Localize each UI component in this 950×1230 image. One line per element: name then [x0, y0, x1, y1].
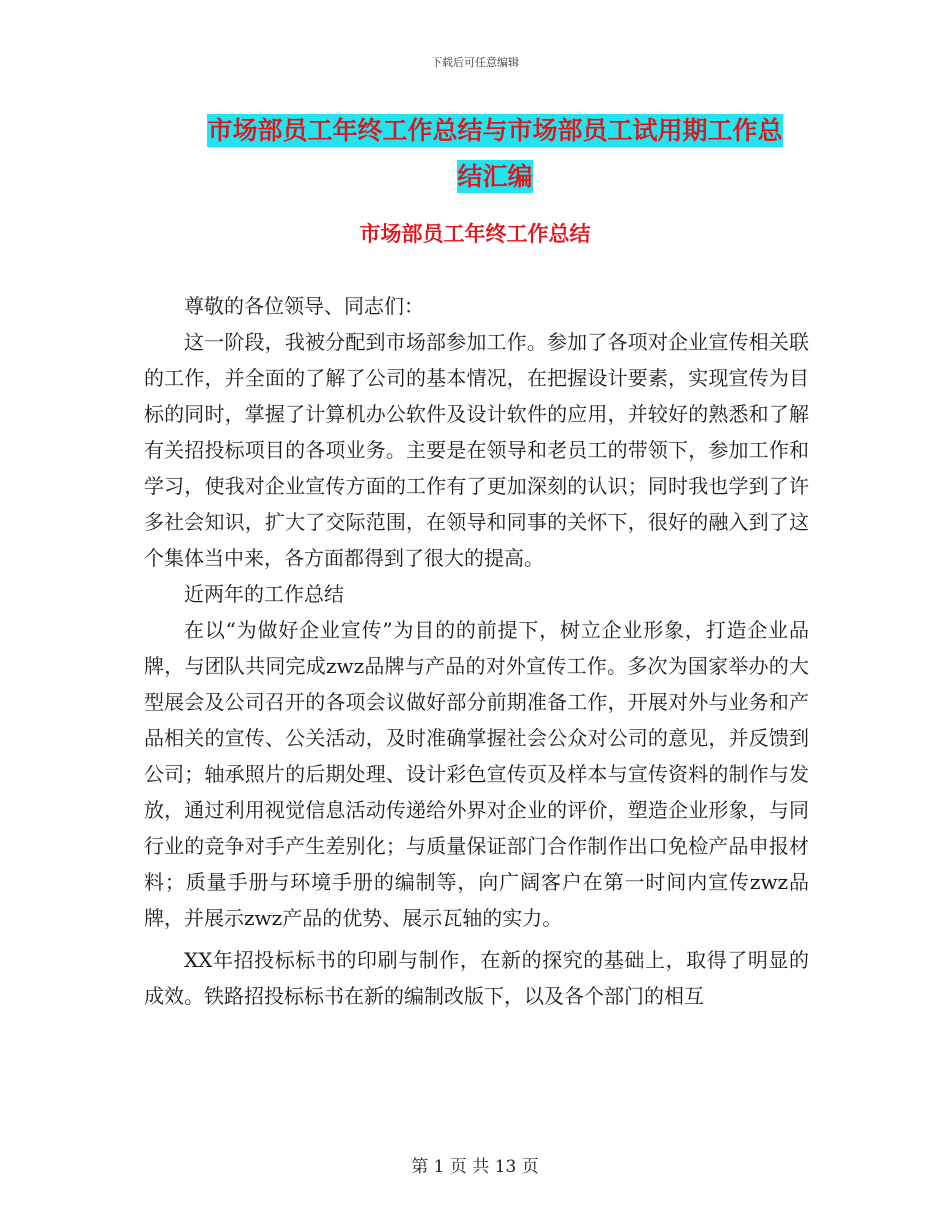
paragraph-salutation: 尊敬的各位领导、同志们： [184, 294, 424, 318]
page-number: 第 1 页 共 13 页 [411, 1157, 539, 1177]
paragraph: 这一阶段，我被分配到市场部参加工作。参加了各项对企业宣传相关联的工作，并全面的了解了公司的基本情况，在把握设计要素，实现宣传为目标的同时，掌握了计算机办公软件及设计软件的应用，并较好的熟悉和了解有关招投标项目的各项业务。主要是在领导和老员工的带领下，参加工作和学习，使我对企业宣传方面的工作有了更加深刻的认识；同时我也学到了许多社会知识，扩大了交际范围，在领导和同事的关怀下，很好的融入到了这个集体当中来，各方面都得到了很大的提高。 [144, 330, 809, 570]
title-line-2: 结汇编 [457, 162, 533, 191]
title-line-1: 市场部员工年终工作总结与市场部员工试用期工作总 [207, 116, 783, 145]
section-title: 市场部员工年终工作总结 [359, 222, 591, 246]
paragraph: 在以“为做好企业宣传”为目的的前提下，树立企业形象，打造企业品牌，与团队共同完成zwz品牌与产品的对外宣传工作。多次为国家举办的大型展会及公司召开的各项会议做好部分前期准备工作，开展对外与业务和产品相关的宣传、公关活动，及时准确掌握社会公众对公司的意见，并反馈到公司；轴承照片的后期处理、设计彩色宣传页及样本与宣传资料的制作与发放，通过利用视觉信息活动传递给外界对企业的评价，塑造企业形象，与同行业的竞争对手产生差别化；与质量保证部门合作制作出口免检产品申报材料；质量手册与环境手册的编制等，向广阔客户在第一时间内宣传zwz品牌，并展示zwz产品的优势、展示瓦轴的实力。 [144, 618, 809, 930]
paragraph: XX年招投标标书的印刷与制作，在新的探究的基础上，取得了明显的成效。铁路招投标标书在新的编制改版下，以及各个部门的相互 [144, 948, 809, 1008]
document-body [144, 288, 809, 1014]
document-title [150, 108, 840, 200]
header-note: 下载后可任意编辑 [431, 56, 519, 69]
paragraph-subheading: 近两年的工作总结 [184, 582, 344, 606]
